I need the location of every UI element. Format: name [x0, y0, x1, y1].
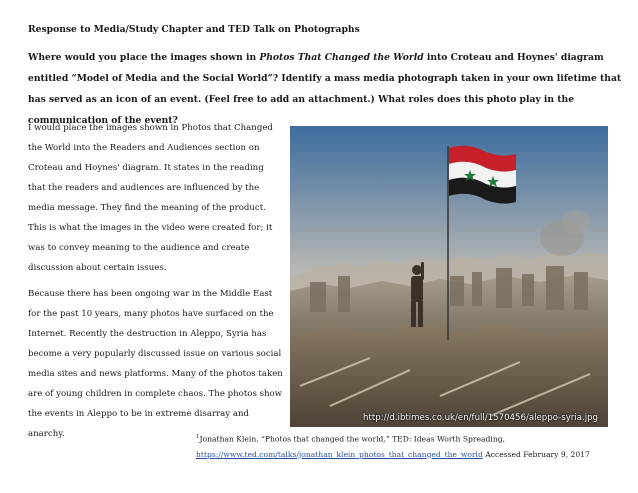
response-text — [28, 118, 283, 450]
paragraph-2: Because there has been ongoing war in the Middle East for the past 10 years, many photos have surfaced on the Internet. Recently the destruction in Aleppo, Syria has become a very popularly discussed issue on various social media sites and news platforms. Many of the photos taken are of young children in complete chaos. The photos show the events in Aleppo to be in extreme disarray and anarchy. — [28, 289, 283, 439]
aleppo-photo — [290, 126, 608, 427]
footnote — [196, 430, 626, 462]
footnote-link[interactable]: https://www.ted.com/talks/jonathan_klein_photos_that_changed_the_world — [196, 449, 483, 459]
aleppo-photo-image — [290, 126, 608, 427]
paragraph-1: I would place the images shown in Photos that Changed the World into the Readers and Audiences section on Croteau and Hoynes' diagram. It states in the reading that the readers and audiences are influenced by the media message. They find the meaning of the product. This is what the images in the video were created for; it was to convey meaning to the audience and create discussion about certain issues. — [28, 123, 273, 273]
prompt-italic-title: Photos That Changed the World — [259, 52, 424, 63]
footnote-marker: 1 — [196, 434, 200, 440]
prompt-text-start: Where would you place the images shown in — [28, 52, 260, 63]
footnote-accessed: Accessed February 9, 2017 — [482, 449, 590, 459]
photo-credit: http://d.ibtimes.co.uk/en/full/1570456/aleppo-syria.jpg — [363, 413, 598, 423]
document-title: Response to Media/Study Chapter and TED Talk on Photographs — [28, 24, 360, 35]
footnote-text: Jonathan Klein, “Photos that changed the world,” TED: Ideas Worth Spreading, — [199, 434, 505, 444]
prompt-text-end: into Croteau and Hoynes' diagram entitled “Model of Media and the Social World”? Identify a mass media photograph taken in your own lifetime that has served as an icon of an event. (Feel free to add an attachment.) What roles does this photo play in the communication of the event? — [28, 52, 622, 126]
